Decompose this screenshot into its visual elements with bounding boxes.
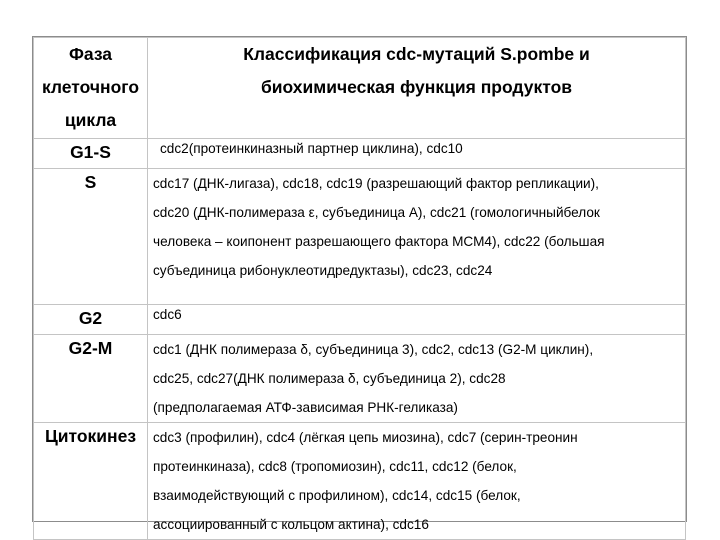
- phase-cell: G2: [34, 305, 148, 335]
- table-row: [34, 335, 686, 423]
- cdc-mutations-table: [32, 36, 687, 532]
- header-phase-cell: [34, 38, 148, 139]
- desc-line: протеинкиназа), cdc8 (тропомиозин), cdc11, cdc12 (белок,: [153, 459, 517, 474]
- desc-line: cdc2(протеинкиназный партнер циклина), cdc10: [160, 141, 463, 156]
- desc-cell: [148, 423, 686, 540]
- phase-cell: S: [34, 169, 148, 305]
- header-desc-line: Классификация cdc-мутаций S.pombe и: [243, 44, 590, 64]
- desc-cell: [148, 305, 686, 335]
- desc-line: ассоциированный с кольцом актина), cdc16: [153, 517, 429, 532]
- desc-line: cdc6: [153, 307, 182, 322]
- desc-line: cdc3 (профилин), cdc4 (лёгкая цепь миозина), cdc7 (серин-треонин: [153, 430, 578, 445]
- phase-cell: G1-S: [34, 139, 148, 169]
- desc-line: cdc25, cdc27(ДНК полимераза δ, субъединица 2), cdc28: [153, 371, 506, 386]
- desc-line: cdc17 (ДНК-лигаза), cdc18, cdc19 (разрешающий фактор репликации),: [153, 176, 599, 191]
- header-phase-line: клеточного: [41, 77, 140, 97]
- table-header-row: [34, 38, 686, 139]
- desc-line: субъединица рибонуклеотидредуктазы), cdc23, cdc24: [153, 263, 493, 278]
- desc-cell: [148, 139, 686, 169]
- desc-line: cdc20 (ДНК-полимераза ε, субъединица А), cdc21 (гомологичныйбелок: [153, 205, 600, 220]
- desc-line: взаимодействующий с профилином), cdc14, cdc15 (белок,: [153, 488, 521, 503]
- desc-line: человека – коипонент разрешающего фактора МСМ4), cdc22 (большая: [153, 234, 605, 249]
- table-row: [34, 423, 686, 540]
- header-phase-line: цикла: [64, 110, 117, 130]
- header-phase-line: Фаза: [68, 44, 113, 64]
- table-row: [34, 169, 686, 305]
- table-row: [34, 305, 686, 335]
- header-desc-cell: [148, 38, 686, 139]
- header-desc-line: биохимическая функция продуктов: [260, 77, 573, 97]
- desc-cell: [148, 169, 686, 305]
- table: [33, 37, 686, 540]
- table-row: [34, 139, 686, 169]
- desc-line: cdc1 (ДНК полимераза δ, субъединица 3), cdc2, cdc13 (G2-M циклин),: [153, 342, 594, 357]
- desc-line: (предполагаемая АТФ-зависимая РНК-геликаза): [153, 400, 458, 415]
- desc-cell: [148, 335, 686, 423]
- phase-cell: Цитокинез: [34, 423, 148, 540]
- phase-cell: G2-M: [34, 335, 148, 423]
